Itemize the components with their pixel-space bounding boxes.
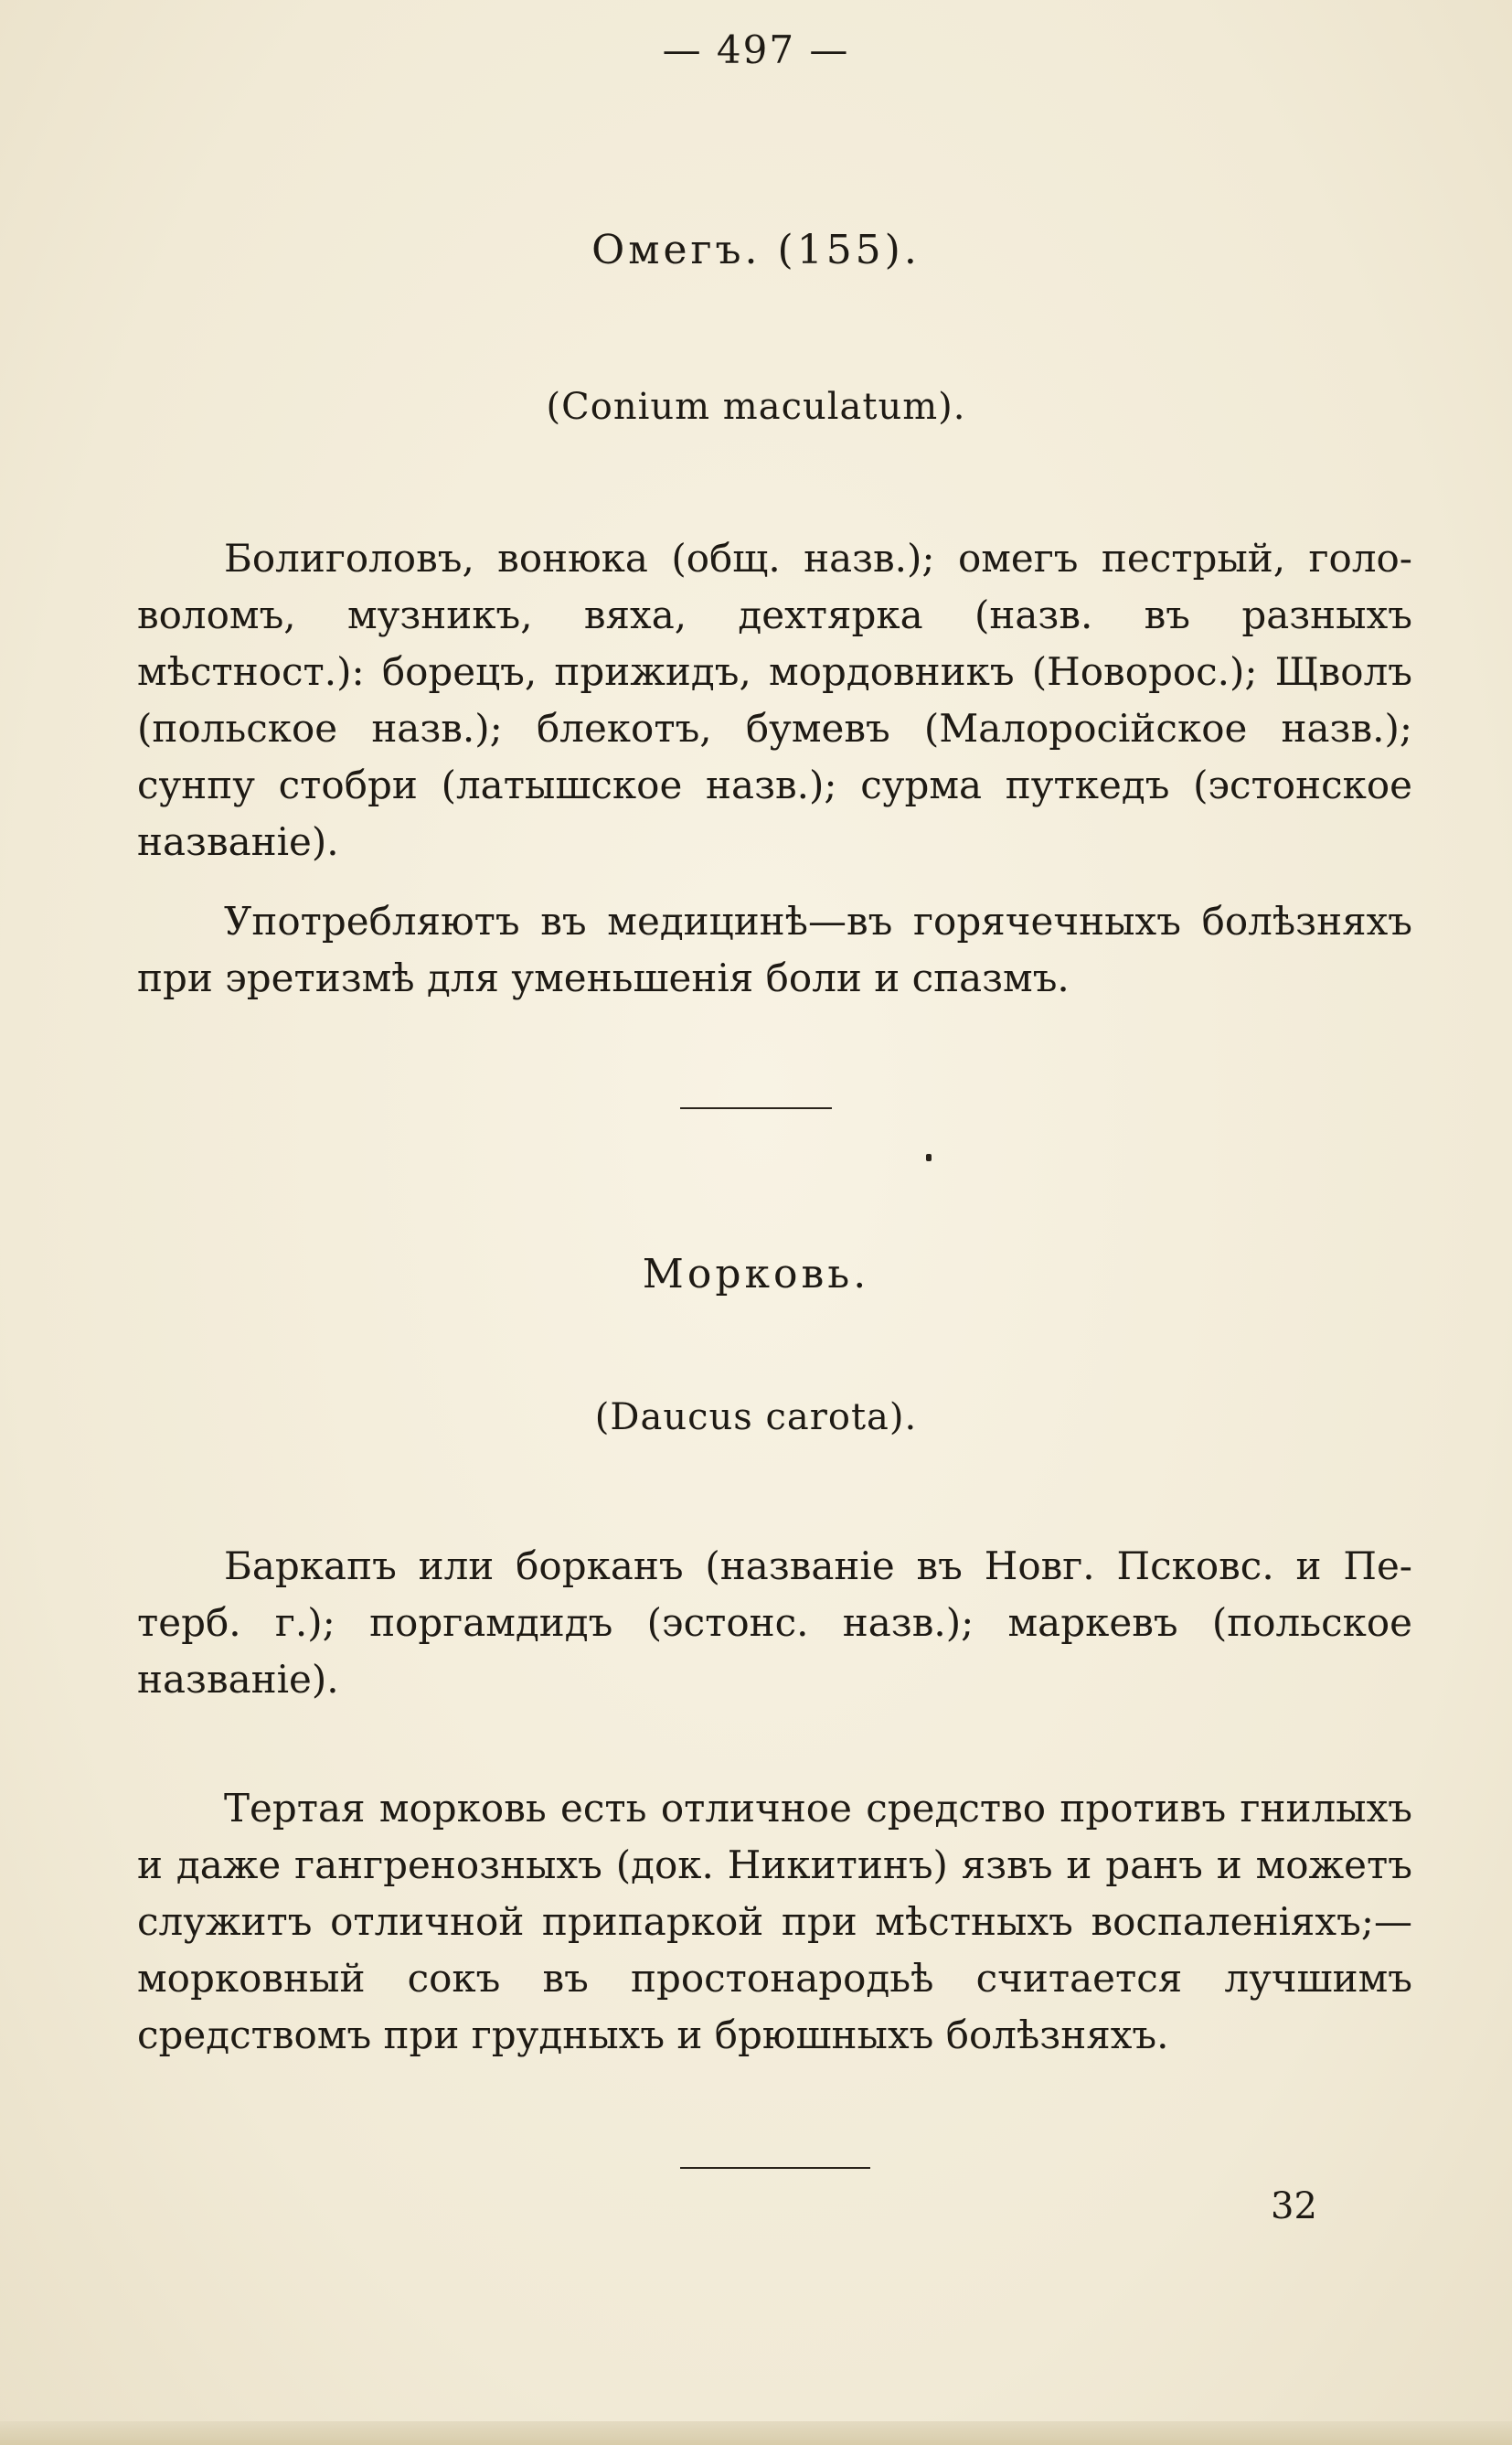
closing-divider-rule bbox=[680, 2167, 870, 2169]
section-divider-rule bbox=[680, 1107, 832, 1109]
latin-name-conium: (Conium maculatum). bbox=[546, 386, 966, 428]
signature-mark: 32 bbox=[1271, 2185, 1317, 2227]
paragraph-morkov-usage: Тертая морковь есть отличное средство противъ гнилыхъ и даже гангренозныхъ (док. Никитинъ) язвъ и ранъ и можетъ служитъ отличной припаркой при мѣстныхъ воспаленіяхъ;—морковный сокъ въ простонародьѣ считается лучшимъ средствомъ при грудныхъ и брюшныхъ болѣзняхъ. bbox=[137, 1786, 1412, 2057]
page-bottom-edge bbox=[0, 2421, 1512, 2445]
paragraph-omeg-names: Болиголовъ, вонюка (общ. назв.); омегъ пестрый, головоломъ, музникъ, вяха, дехтярка (назв. въ разныхъ мѣстност.): борецъ, прижидъ, мордовникъ (Новорос.); Щволъ (польское назв.); блекотъ, бумевъ (Малоросійское назв.); сунпу стобри (латышское назв.); сурма путкедъ (эстонское названіе). bbox=[137, 536, 1412, 864]
latin-name-daucus: (Daucus carota). bbox=[594, 1396, 918, 1438]
section-title-omeg: Омегъ. (155). bbox=[591, 227, 921, 273]
print-speck bbox=[926, 1154, 932, 1161]
page-number: — 497 — bbox=[662, 27, 850, 72]
paragraph-morkov-names: Баркапъ или борканъ (названіе въ Новг. Псковс. и Петерб. г.); поргамдидъ (эстонс. назв.); маркевъ (польское названіе). bbox=[137, 1543, 1412, 1702]
paragraph-omeg-usage: Употребляютъ въ медицинѣ—въ горячечныхъ болѣзняхъ при эретизмѣ для уменьшенія боли и спазмъ. bbox=[137, 899, 1412, 1000]
section-title-morkov: Морковь. bbox=[642, 1251, 870, 1297]
